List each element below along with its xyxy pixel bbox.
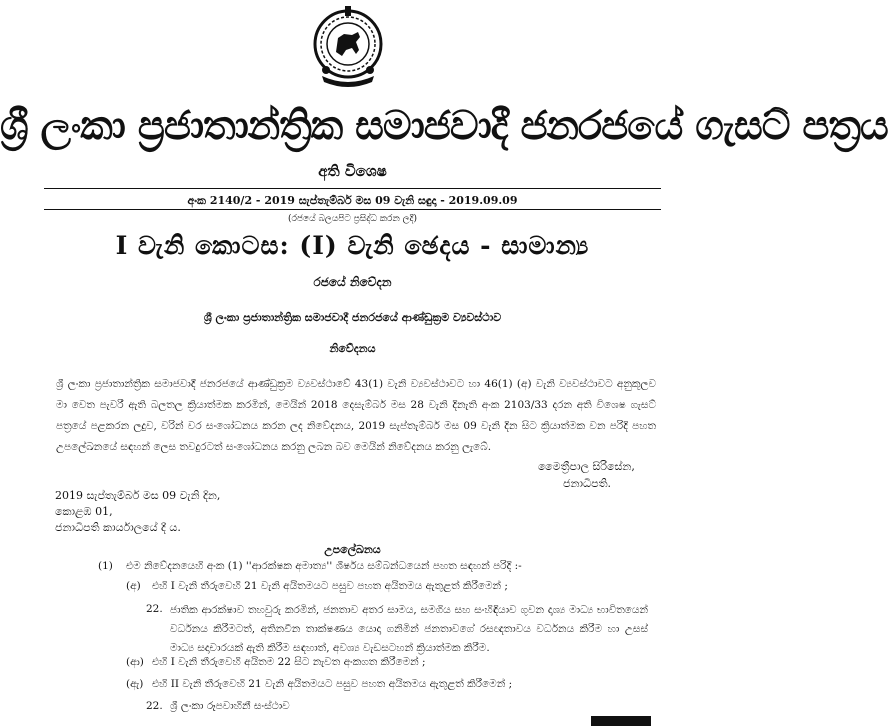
divider-bottom xyxy=(44,209,661,210)
authority-line: (රජයේ බලයපිට ප්‍රසිද්ධ කරන ලදී) xyxy=(287,214,418,224)
subitem-a-entry-text: ජාතික ආරක්ෂාව තහවුරු කරමින්, ජනතාව අතර සාමය, සමගිය සහ සංහිඳියාව ගුවන දෘශ්‍ය මාධ්‍ය භාවිතයෙන් වර්ධනය කිරීමටත්, අතිනවීන තාක්ෂණය යොදා ගනිමින් ජනතාවගේ රසඥතාවය වර්ධනය කිරීම හා උසස් මාධ්‍ය සදාචාරයක් ඇති කිරීම සඳහාත්, අවශ්‍ය වැඩසටහන් ක්‍රියාත්මක කිරීම. xyxy=(170,604,648,654)
subitem-a-label: (අ) xyxy=(126,580,141,592)
subitem-a-text: එහි I වැනි තීරුවෙහි 21 වැනි අයිතමයට පසුව පහත අයිතමය ඇතුළත් කිරීමෙන් ; xyxy=(152,580,508,592)
national-emblem-icon xyxy=(312,4,384,92)
signer-title: ජනාධිපති. xyxy=(563,477,612,490)
notice-date: 2019 සැප්තැම්බර් මස 09 වැනි දින, xyxy=(55,489,221,502)
constitution-heading: ශ්‍රී ලංකා ප්‍රජාතාන්ත්‍රික සමාජවාදී ජනරජයේ ආණ්ඩුක්‍රම ව්‍යවස්ථාව xyxy=(203,311,502,324)
subitem-a-entry-number: 22. xyxy=(146,603,163,615)
subitem-ae-entry-text: ශ්‍රී ලංකා රූපවාහිනී සංස්ථාව xyxy=(170,700,290,712)
subitem-aa-text: එහි I වැනි තීරුවෙහි අයිතම 22 සිට නැවත අංකගත කිරීමෙන් ; xyxy=(152,656,426,668)
subitem-ae-entry-number: 22. xyxy=(146,700,163,712)
subitem-ae-text: එහි II වැනි තීරුවෙහි 21 වැනි අයිතමයට පසුව පහත අයිතමය ඇතුළත් කිරීමෙන් ; xyxy=(152,678,513,690)
subitem-aa-label: (ආ) xyxy=(126,656,144,668)
gazette-title: ශ්‍රී ලංකා ප්‍රජාතාන්ත්‍රික සමාජවාදී ජනරජයේ ගැසට් පත්‍රය xyxy=(0,103,888,149)
notice-body: ශ්‍රී ලංකා ප්‍රජාතාන්ත්‍රික සමාජවාදී ජනරජයේ ආණ්ඩුක්‍රම ව්‍යවස්ථාවේ 43(1) වැනි ව්‍යවස්ථාවට හා 46(1) (අ) වැනි ව්‍යවස්ථාවට අනුකූලව මා වෙත පැවරී ඇති බලතල ක්‍රියාත්මක කරමින්, මෙයින් 2018 දෙසැම්බර් මස 28 වැනි දිනැති අංක 2103/33 දරන අති විශෙෂ ගැසට් පත්‍රයේ පළකරන ලදුව, වරින් වර සංශෝධනය කරන ලද නිවේදනය, 2019 සැප්තැම්බර් මස 09 වැනි දින සිට ක්‍රියාත්මක වන පරිදි පහත උපලේඛනයේ සඳහන් ලෙස තවදුරටත් සංශෝධනය කරනු ලබන බව මෙයින් නිවේදනය කරනු ලැබේ. xyxy=(56,378,656,453)
section-title: රජයේ නිවේදන xyxy=(313,275,392,289)
subitem-ae-label: (ඇ) xyxy=(126,678,144,690)
page-footer-mark xyxy=(591,716,651,726)
part-title: I වැනි කොටස: (I) වැනි ඡෙදය - සාමාන්‍ය xyxy=(115,231,590,260)
issue-line: අංක 2140/2 - 2019 සැප්තැම්බර් මස 09 වැනි සඳුදා - 2019.09.09 xyxy=(187,194,518,207)
gazette-subtitle: අති විශෙෂ xyxy=(318,162,387,180)
signer-name: මෛත්‍රීපාල සිරිසේන, xyxy=(538,460,635,473)
notice-city: කොළඹ 01, xyxy=(55,505,113,518)
notice-heading: නිවේදනය xyxy=(329,342,376,355)
schedule-item-number: (1) xyxy=(98,560,113,572)
divider-top xyxy=(44,188,661,189)
notice-office: ජනාධිපති කාර්යාලයේ දී ය. xyxy=(55,521,181,534)
schedule-item-text: එම නිවේදනයෙහි අංක (1) ''ආරක්ෂක අමාත්‍ය'' ශීර්ෂය සම්බන්ධයෙන් පහත සඳහන් පරිදි :- xyxy=(126,560,522,572)
schedule-heading: උපලේඛනය xyxy=(324,543,381,556)
